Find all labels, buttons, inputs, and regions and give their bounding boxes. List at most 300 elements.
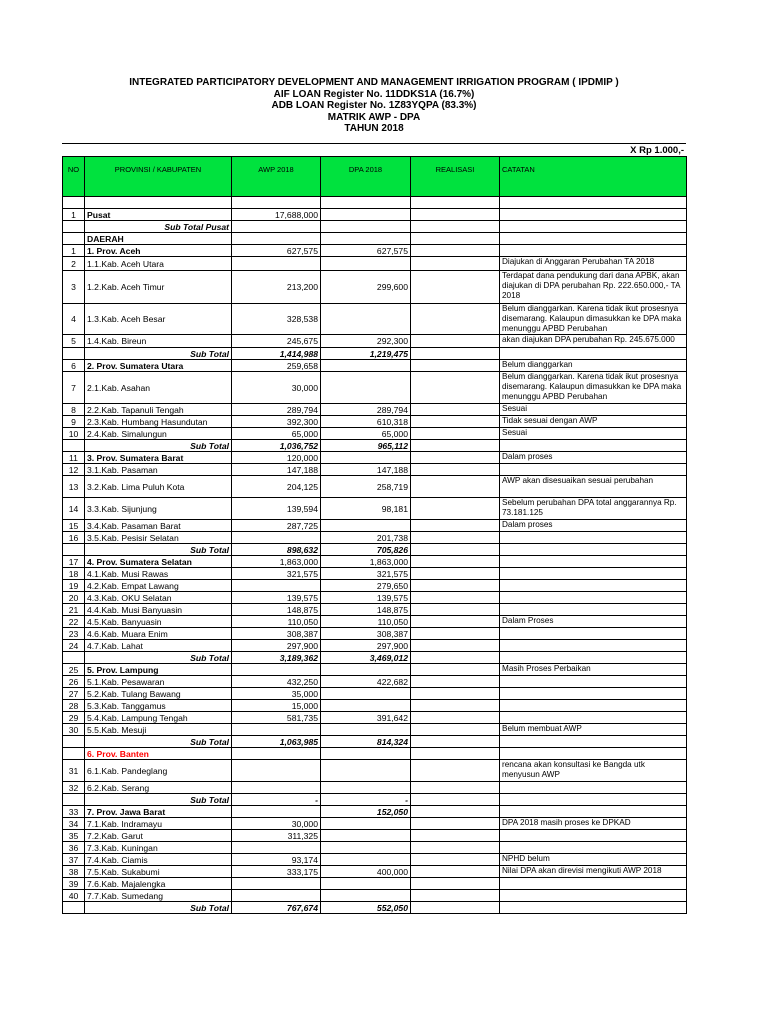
table-row: [63, 520, 687, 532]
awp-value: [232, 580, 321, 592]
table-row: [63, 452, 687, 464]
region-name: 2.3.Kab. Humbang Hasundutan: [85, 416, 232, 428]
row-number: [63, 233, 85, 245]
row-number: 34: [63, 818, 85, 830]
table-row: [63, 498, 687, 520]
catatan-note: Belum dianggarkan. Karena tidak ikut prosesnya disemarang. Kalaupun dimasukkan ke DPA maka menunggu APBD Perubahan: [500, 304, 687, 335]
realisasi-value: [411, 724, 500, 736]
catatan-note: [500, 878, 687, 890]
catatan-note: [500, 221, 687, 233]
awp-value: [232, 664, 321, 676]
region-name: 1. Prov. Aceh: [85, 245, 232, 257]
awp-value: 287,725: [232, 520, 321, 532]
realisasi-value: [411, 304, 500, 335]
realisasi-value: [411, 782, 500, 794]
realisasi-value: [411, 568, 500, 580]
table-row: [63, 580, 687, 592]
catatan-note: [500, 712, 687, 724]
title-line: ADB LOAN Register No. 1Z83YQPA (83.3%): [271, 100, 477, 111]
dpa-value: 400,000: [321, 866, 411, 878]
catatan-note: [500, 245, 687, 257]
row-number: 18: [63, 568, 85, 580]
catatan-note: [500, 628, 687, 640]
catatan-note: [500, 532, 687, 544]
region-name: 3.3.Kab. Sijunjung: [85, 498, 232, 520]
table-row: [63, 568, 687, 580]
realisasi-value: [411, 712, 500, 724]
dpa-value: [321, 452, 411, 464]
row-number: 3: [63, 271, 85, 304]
dpa-value: 3,469,012: [321, 652, 411, 664]
title-line: AIF LOAN Register No. 11DDKS1A (16.7%): [273, 88, 475, 100]
row-number: 12: [63, 464, 85, 476]
dpa-value: [321, 233, 411, 245]
awp-value: 321,575: [232, 568, 321, 580]
table-row: [63, 245, 687, 257]
row-number: 23: [63, 628, 85, 640]
realisasi-value: [411, 652, 500, 664]
dpa-value: -: [321, 794, 411, 806]
awp-value: [232, 233, 321, 245]
col-header-awp: AWP 2018: [232, 157, 321, 197]
dpa-value: [321, 842, 411, 854]
table-row: [63, 628, 687, 640]
awp-value: [232, 724, 321, 736]
awp-value: 139,575: [232, 592, 321, 604]
awp-value: [232, 760, 321, 782]
dpa-value: [321, 360, 411, 372]
table-row: [63, 842, 687, 854]
dpa-value: [321, 878, 411, 890]
table-row: [63, 866, 687, 878]
catatan-note: AWP akan disesuaikan sesuai perubahan: [500, 476, 687, 498]
table-row: [63, 233, 687, 245]
realisasi-value: [411, 348, 500, 360]
row-number: 4: [63, 304, 85, 335]
dpa-value: [321, 688, 411, 700]
awp-value: 289,794: [232, 404, 321, 416]
table-row: [63, 830, 687, 842]
dpa-value: 279,650: [321, 580, 411, 592]
realisasi-value: [411, 736, 500, 748]
subtotal-row: [63, 652, 687, 664]
row-number: 22: [63, 616, 85, 628]
awp-value: 30,000: [232, 818, 321, 830]
table-row: [63, 360, 687, 372]
realisasi-value: [411, 335, 500, 348]
catatan-note: Dalam Proses: [500, 616, 687, 628]
awp-value: 110,050: [232, 616, 321, 628]
realisasi-value: [411, 428, 500, 440]
table-row: [63, 464, 687, 476]
realisasi-value: [411, 580, 500, 592]
awp-value: -: [232, 794, 321, 806]
row-number: 29: [63, 712, 85, 724]
row-number: [63, 544, 85, 556]
region-name: Sub Total: [85, 902, 232, 914]
table-row: [63, 818, 687, 830]
table-row: [63, 604, 687, 616]
realisasi-value: [411, 818, 500, 830]
region-name: DAERAH: [85, 233, 232, 245]
awp-value: 1,036,752: [232, 440, 321, 452]
awp-value: 30,000: [232, 372, 321, 404]
subtotal-row: [63, 221, 687, 233]
awp-value: 1,863,000: [232, 556, 321, 568]
realisasi-value: [411, 700, 500, 712]
realisasi-value: [411, 760, 500, 782]
awp-value: 898,632: [232, 544, 321, 556]
row-number: 13: [63, 476, 85, 498]
col-header-realisasi: REALISASI: [411, 157, 500, 197]
awp-value: 297,900: [232, 640, 321, 652]
region-name: 6. Prov. Banten: [85, 748, 232, 760]
realisasi-value: [411, 604, 500, 616]
awp-value: 259,658: [232, 360, 321, 372]
row-number: 2: [63, 257, 85, 271]
dpa-value: 422,682: [321, 676, 411, 688]
row-number: 40: [63, 890, 85, 902]
region-name: 3.5.Kab. Pesisir Selatan: [85, 532, 232, 544]
dpa-value: 201,738: [321, 532, 411, 544]
dpa-value: [321, 257, 411, 271]
table-row: [63, 197, 687, 209]
catatan-note: [500, 544, 687, 556]
catatan-note: akan diajukan DPA perubahan Rp. 245.675.000: [500, 335, 687, 348]
row-number: 16: [63, 532, 85, 544]
dpa-value: [321, 700, 411, 712]
row-number: 1: [63, 245, 85, 257]
dpa-value: [321, 830, 411, 842]
region-name: 2.1.Kab. Asahan: [85, 372, 232, 404]
subtotal-row: [63, 736, 687, 748]
title-line: TAHUN 2018: [344, 123, 404, 134]
table-row: [63, 688, 687, 700]
row-number: 39: [63, 878, 85, 890]
row-number: 27: [63, 688, 85, 700]
catatan-note: rencana akan konsultasi ke Bangda utk menyusun AWP: [500, 760, 687, 782]
dpa-value: 1,863,000: [321, 556, 411, 568]
catatan-note: [500, 902, 687, 914]
dpa-value: 391,642: [321, 712, 411, 724]
realisasi-value: [411, 221, 500, 233]
table-row: [63, 806, 687, 818]
awp-value: 213,200: [232, 271, 321, 304]
catatan-note: Nilai DPA akan direvisi mengikuti AWP 2018: [500, 866, 687, 878]
region-name: 4.3.Kab. OKU Selatan: [85, 592, 232, 604]
catatan-note: Diajukan di Anggaran Perubahan TA 2018: [500, 257, 687, 271]
catatan-note: [500, 197, 687, 209]
catatan-note: [500, 233, 687, 245]
catatan-note: [500, 890, 687, 902]
row-number: 10: [63, 428, 85, 440]
row-number: [63, 652, 85, 664]
realisasi-value: [411, 748, 500, 760]
catatan-note: Terdapat dana pendukung dari dana APBK, akan diajukan di DPA perubahan Rp. 222.650.000,- TA 2018: [500, 271, 687, 304]
realisasi-value: [411, 245, 500, 257]
region-name: 3.4.Kab. Pasaman Barat: [85, 520, 232, 532]
awp-value: 627,575: [232, 245, 321, 257]
row-number: [63, 348, 85, 360]
catatan-note: [500, 580, 687, 592]
realisasi-value: [411, 498, 500, 520]
region-name: 7.7.Kab. Sumedang: [85, 890, 232, 902]
dpa-value: 289,794: [321, 404, 411, 416]
catatan-note: [500, 556, 687, 568]
subtotal-row: [63, 440, 687, 452]
awp-value: 1,063,985: [232, 736, 321, 748]
realisasi-value: [411, 866, 500, 878]
region-name: 1.4.Kab. Bireun: [85, 335, 232, 348]
realisasi-value: [411, 628, 500, 640]
realisasi-value: [411, 464, 500, 476]
row-number: 8: [63, 404, 85, 416]
row-number: 30: [63, 724, 85, 736]
awp-value: 15,000: [232, 700, 321, 712]
dpa-value: 65,000: [321, 428, 411, 440]
region-name: 5.1.Kab. Pesawaran: [85, 676, 232, 688]
table-row: [63, 476, 687, 498]
region-name: Sub Total: [85, 794, 232, 806]
row-number: 9: [63, 416, 85, 428]
region-name: 1.3.Kab. Aceh Besar: [85, 304, 232, 335]
subtotal-row: [63, 902, 687, 914]
row-number: 20: [63, 592, 85, 604]
table-row: [63, 428, 687, 440]
catatan-note: [500, 830, 687, 842]
dpa-value: 308,387: [321, 628, 411, 640]
awp-value: 328,538: [232, 304, 321, 335]
dpa-value: 610,318: [321, 416, 411, 428]
table-row: [63, 664, 687, 676]
table-row: [63, 724, 687, 736]
row-number: 19: [63, 580, 85, 592]
dpa-value: 552,050: [321, 902, 411, 914]
region-name: 6.2.Kab. Serang: [85, 782, 232, 794]
dpa-value: 321,575: [321, 568, 411, 580]
region-name: Sub Total: [85, 736, 232, 748]
catatan-note: [500, 652, 687, 664]
catatan-note: Sesuai: [500, 404, 687, 416]
region-name: 7. Prov. Jawa Barat: [85, 806, 232, 818]
table-row: [63, 209, 687, 221]
row-number: 28: [63, 700, 85, 712]
header-divider: [62, 143, 686, 144]
row-number: 36: [63, 842, 85, 854]
region-name: 2.4.Kab. Simalungun: [85, 428, 232, 440]
title-line: INTEGRATED PARTICIPATORY DEVELOPMENT AND MANAGEMENT IRRIGATION PROGRAM ( IPDMIP ): [129, 77, 619, 88]
dpa-value: 292,300: [321, 335, 411, 348]
region-name: 7.2.Kab. Garut: [85, 830, 232, 842]
row-number: 14: [63, 498, 85, 520]
region-name: Pusat: [85, 209, 232, 221]
awp-value: 17,688,000: [232, 209, 321, 221]
realisasi-value: [411, 233, 500, 245]
realisasi-value: [411, 854, 500, 866]
catatan-note: [500, 604, 687, 616]
table-row: [63, 782, 687, 794]
dpa-value: [321, 304, 411, 335]
dpa-value: 148,875: [321, 604, 411, 616]
catatan-note: [500, 782, 687, 794]
catatan-note: Dalam proses: [500, 452, 687, 464]
row-number: 11: [63, 452, 85, 464]
awp-value: 581,735: [232, 712, 321, 724]
document-title-block: [62, 77, 686, 135]
table-row: [63, 760, 687, 782]
col-header-no: NO: [63, 157, 85, 197]
row-number: 7: [63, 372, 85, 404]
awp-value: 3,189,362: [232, 652, 321, 664]
region-name: 4. Prov. Sumatera Selatan: [85, 556, 232, 568]
row-number: 32: [63, 782, 85, 794]
region-name: 7.5.Kab. Sukabumi: [85, 866, 232, 878]
row-number: [63, 748, 85, 760]
awp-value: 767,674: [232, 902, 321, 914]
region-name: Sub Total Pusat: [85, 221, 232, 233]
realisasi-value: [411, 664, 500, 676]
realisasi-value: [411, 544, 500, 556]
catatan-note: Sebelum perubahan DPA total anggarannya Rp. 73.181.125: [500, 498, 687, 520]
region-name: 4.2.Kab. Empat Lawang: [85, 580, 232, 592]
catatan-note: Tidak sesuai dengan AWP: [500, 416, 687, 428]
table-row: [63, 304, 687, 335]
dpa-value: 297,900: [321, 640, 411, 652]
realisasi-value: [411, 890, 500, 902]
row-number: [63, 221, 85, 233]
awp-value: [232, 806, 321, 818]
row-number: [63, 440, 85, 452]
table-body: [63, 197, 687, 914]
table-row: [63, 878, 687, 890]
table-row: [63, 890, 687, 902]
awp-value: 147,188: [232, 464, 321, 476]
awp-value: 65,000: [232, 428, 321, 440]
region-name: Sub Total: [85, 652, 232, 664]
row-number: 38: [63, 866, 85, 878]
realisasi-value: [411, 592, 500, 604]
table-row: [63, 404, 687, 416]
dpa-value: [321, 372, 411, 404]
region-name: 2. Prov. Sumatera Utara: [85, 360, 232, 372]
region-name: 1.1.Kab. Aceh Utara: [85, 257, 232, 271]
row-number: 21: [63, 604, 85, 616]
dpa-value: 147,188: [321, 464, 411, 476]
awp-value: 245,675: [232, 335, 321, 348]
region-name: Sub Total: [85, 440, 232, 452]
dpa-value: 299,600: [321, 271, 411, 304]
region-name: 3. Prov. Sumatera Barat: [85, 452, 232, 464]
realisasi-value: [411, 452, 500, 464]
region-name: 4.6.Kab. Muara Enim: [85, 628, 232, 640]
dpa-value: 139,575: [321, 592, 411, 604]
region-name: Sub Total: [85, 348, 232, 360]
col-header-catatan: CATATAN: [500, 157, 687, 197]
subtotal-row: [63, 794, 687, 806]
catatan-note: NPHD belum: [500, 854, 687, 866]
table-row: [63, 616, 687, 628]
dpa-value: 627,575: [321, 245, 411, 257]
realisasi-value: [411, 640, 500, 652]
awp-value: 93,174: [232, 854, 321, 866]
awp-value: 204,125: [232, 476, 321, 498]
catatan-note: Sesuai: [500, 428, 687, 440]
realisasi-value: [411, 830, 500, 842]
dpa-value: [321, 197, 411, 209]
dpa-value: 258,719: [321, 476, 411, 498]
realisasi-value: [411, 404, 500, 416]
awp-value: 308,387: [232, 628, 321, 640]
realisasi-value: [411, 520, 500, 532]
dpa-value: [321, 854, 411, 866]
table-row: [63, 532, 687, 544]
region-name: 5.3.Kab. Tanggamus: [85, 700, 232, 712]
realisasi-value: [411, 556, 500, 568]
awp-value: 432,250: [232, 676, 321, 688]
awp-value: [232, 782, 321, 794]
catatan-note: [500, 464, 687, 476]
table-row: [63, 335, 687, 348]
table-row: [63, 676, 687, 688]
row-number: [63, 197, 85, 209]
awp-value: 311,325: [232, 830, 321, 842]
awp-value: [232, 878, 321, 890]
dpa-value: [321, 890, 411, 902]
awp-value: 35,000: [232, 688, 321, 700]
realisasi-value: [411, 440, 500, 452]
realisasi-value: [411, 257, 500, 271]
catatan-note: Belum dianggarkan: [500, 360, 687, 372]
row-number: 31: [63, 760, 85, 782]
realisasi-value: [411, 476, 500, 498]
table-row: [63, 416, 687, 428]
region-name: 7.3.Kab. Kuningan: [85, 842, 232, 854]
awp-value: 1,414,988: [232, 348, 321, 360]
dpa-value: 1,219,475: [321, 348, 411, 360]
region-name: 7.1.Kab. Indramayu: [85, 818, 232, 830]
realisasi-value: [411, 794, 500, 806]
table-row: [63, 748, 687, 760]
table-row: [63, 372, 687, 404]
subtotal-row: [63, 348, 687, 360]
catatan-note: Belum membuat AWP: [500, 724, 687, 736]
table-header-row: [63, 157, 687, 197]
dpa-value: 98,181: [321, 498, 411, 520]
dpa-value: [321, 664, 411, 676]
region-name: 6.1.Kab. Pandeglang: [85, 760, 232, 782]
awp-value: [232, 221, 321, 233]
catatan-note: [500, 700, 687, 712]
dpa-value: [321, 520, 411, 532]
row-number: 24: [63, 640, 85, 652]
region-name: 3.1.Kab. Pasaman: [85, 464, 232, 476]
awp-dpa-table: [62, 156, 687, 914]
table-row: [63, 854, 687, 866]
catatan-note: [500, 676, 687, 688]
awp-value: [232, 748, 321, 760]
realisasi-value: [411, 676, 500, 688]
region-name: 5.4.Kab. Lampung Tengah: [85, 712, 232, 724]
realisasi-value: [411, 372, 500, 404]
realisasi-value: [411, 532, 500, 544]
region-name: 5.5.Kab. Mesuji: [85, 724, 232, 736]
table-row: [63, 257, 687, 271]
realisasi-value: [411, 197, 500, 209]
catatan-note: DPA 2018 masih proses ke DPKAD: [500, 818, 687, 830]
awp-value: [232, 890, 321, 902]
dpa-value: 152,050: [321, 806, 411, 818]
subtotal-row: [63, 544, 687, 556]
